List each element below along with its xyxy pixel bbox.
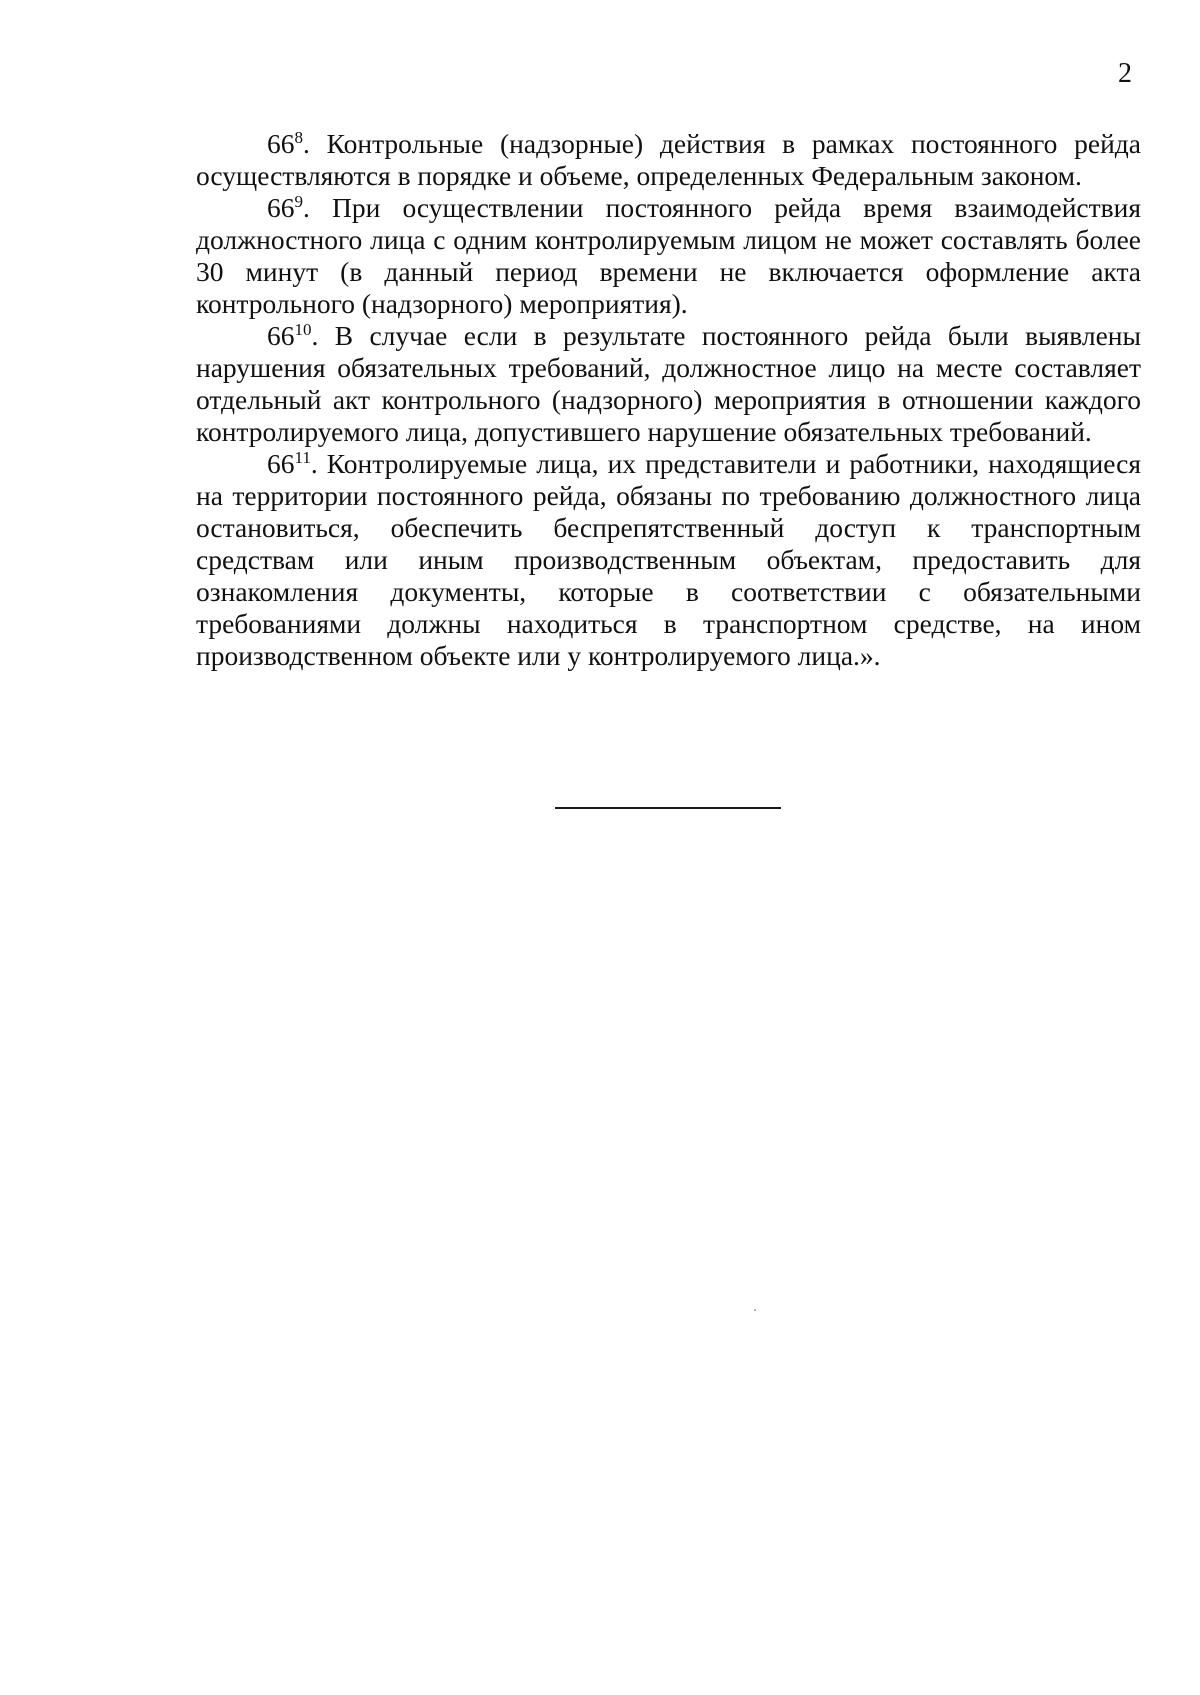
paragraph-superscript: 9: [294, 192, 303, 211]
paragraph-66-10: [196, 320, 1141, 448]
paragraph-number: 66: [267, 192, 295, 223]
paragraph-text: . Контролируемые лица, их представители и работники, находящиеся на территории постоянного рейда, обязаны по требованию должностного лица остановиться, обеспечить беспрепятственный доступ к транспортным средствам или иным производственным объектам, предоставить для ознакомления документы, которые в соответствии с обязательными требованиями должны находиться в транспортном средстве, на ином производственном объекте или у контролируемого лица.».: [196, 448, 1141, 671]
paragraph-66-8: [196, 128, 1141, 192]
end-of-document-rule: [555, 807, 781, 809]
scan-speck: [754, 1309, 756, 1311]
paragraph-number: 66: [267, 448, 295, 479]
paragraph-text: . При осуществлении постоянного рейда время взаимодействия должностного лица с одним контролируемым лицом не может составлять более 30 минут (в данный период времени не включается оформление акта контрольного (надзорного) мероприятия).: [196, 192, 1141, 319]
paragraph-number: 66: [267, 320, 295, 351]
paragraph-number: 66: [267, 128, 295, 159]
paragraph-text: . В случае если в результате постоянного рейда были выявлены нарушения обязательных требований, должностное лицо на месте составляет отдельный акт контрольного (надзорного) мероприятия в отношении каждого контролируемого лица, допустившего нарушение обязательных требований.: [196, 320, 1141, 447]
paragraph-superscript: 11: [294, 448, 311, 467]
paragraph-66-9: [196, 192, 1141, 320]
paragraph-text: . Контрольные (надзорные) действия в рамках постоянного рейда осуществляются в порядке и объеме, определенных Федеральным законом.: [196, 128, 1141, 191]
paragraph-superscript: 10: [294, 320, 312, 339]
document-body: [196, 128, 1141, 672]
page-number: 2: [1118, 58, 1132, 89]
paragraph-66-11: [196, 448, 1141, 672]
paragraph-superscript: 8: [294, 128, 303, 147]
